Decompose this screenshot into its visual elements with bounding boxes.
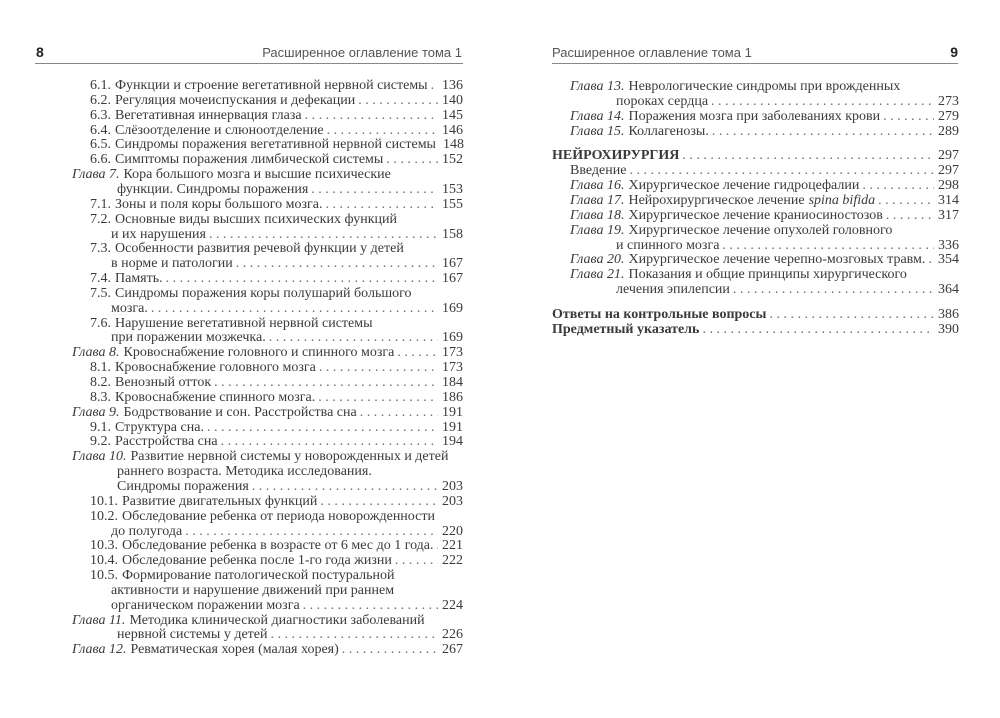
dot-leader xyxy=(151,301,438,316)
entry-label: 6.6. xyxy=(90,152,111,168)
entry-page-number: 203 xyxy=(442,478,463,494)
entry-page-number: 314 xyxy=(938,192,959,208)
entry-page-number: 297 xyxy=(938,163,959,179)
entry-title: Формирование патологической постуральной xyxy=(122,568,395,584)
entry-title: Вегетативная иннервация глаза xyxy=(115,107,302,123)
entry-label: Глава 8. xyxy=(72,345,120,361)
entry-title: Основные виды высших психических функций xyxy=(115,211,397,227)
entry-page-number: 169 xyxy=(442,330,463,346)
dot-leader xyxy=(386,152,438,167)
entry-title: Кора большого мозга и высшие психические xyxy=(123,167,391,183)
entry-title: Структура сна. xyxy=(115,419,204,435)
entry-page-number: 167 xyxy=(442,256,463,272)
dot-leader xyxy=(327,123,438,138)
dot-leader xyxy=(209,227,438,242)
entry-page-number: 140 xyxy=(442,92,463,108)
dot-leader xyxy=(878,193,934,208)
entry-title: Ответы на контрольные вопросы xyxy=(552,306,767,322)
entry-title: Обследование ребенка в возрасте от 6 мес до 1 года. xyxy=(122,538,434,554)
entry-title-italic: spina bifida xyxy=(808,192,876,208)
dot-leader xyxy=(221,434,438,449)
entry-label: 7.2. xyxy=(90,211,111,227)
entry-label: Глава 10. xyxy=(72,449,127,465)
entry-page-number: 191 xyxy=(442,404,463,420)
entry-title: Поражения мозга при заболеваниях крови xyxy=(628,108,881,124)
toc-entry-line xyxy=(72,613,463,628)
entry-label: 6.4. xyxy=(90,122,111,138)
entry-title: Хирургическое лечение краниосиностозов xyxy=(628,207,883,223)
toc-entry-line xyxy=(90,123,463,138)
toc-entry-line xyxy=(90,538,463,553)
entry-title: Нейрохирургическое лечение xyxy=(628,192,805,208)
dot-leader xyxy=(318,390,438,405)
toc-entry-line xyxy=(616,238,959,253)
entry-page-number: 145 xyxy=(442,107,463,123)
entry-label: 10.5. xyxy=(90,568,118,584)
entry-title: в норме и патологии xyxy=(111,256,233,272)
entry-label: 7.3. xyxy=(90,241,111,257)
dot-leader xyxy=(305,108,438,123)
toc-entry-line xyxy=(72,345,463,360)
entry-page-number: 146 xyxy=(442,122,463,138)
entry-page-number: 267 xyxy=(442,642,463,658)
entry-title: Хирургическое лечение черепно-мозговых травм. xyxy=(628,252,926,268)
toc-entry-line xyxy=(111,330,463,345)
entry-title: Особенности развития речевой функции у детей xyxy=(115,241,404,257)
toc-entry-line xyxy=(90,360,463,375)
toc-entry-line xyxy=(90,197,463,212)
entry-label: 7.1. xyxy=(90,196,111,212)
entry-label: 9.2. xyxy=(90,434,111,450)
dot-leader xyxy=(207,420,438,435)
toc-entry-line xyxy=(570,124,959,139)
toc-entry-line xyxy=(90,78,463,93)
entry-page-number: 220 xyxy=(442,523,463,539)
entry-title: нервной системы у детей xyxy=(117,627,268,643)
entry-title: Коллагенозы. xyxy=(628,123,709,139)
toc-entry-line xyxy=(570,79,959,94)
toc-entry-line xyxy=(117,479,463,494)
toc-entry-line xyxy=(72,449,463,464)
entry-title: Синдромы поражения xyxy=(117,478,249,494)
toc-entry-line xyxy=(90,241,463,256)
toc-entry-line xyxy=(570,109,959,124)
entry-title: раннего возраста. Методика исследования. xyxy=(117,464,372,480)
toc-entry-line xyxy=(570,178,959,193)
entry-page-number: 224 xyxy=(442,597,463,613)
entry-title: лечения эпилепсии xyxy=(616,282,730,298)
entry-label: Глава 13. xyxy=(570,79,625,94)
entry-title: Синдромы поражения вегетативной нервной системы xyxy=(115,137,436,153)
entry-label: Глава 15. xyxy=(570,123,625,139)
entry-page-number: 226 xyxy=(442,627,463,643)
toc-entry-line xyxy=(616,282,959,297)
toc-entry-line xyxy=(72,642,463,657)
dot-leader xyxy=(702,322,934,337)
entry-title: Развитие двигательных функций xyxy=(122,493,318,509)
entry-title: органическом поражении мозга xyxy=(111,597,300,613)
dot-leader xyxy=(928,252,934,267)
toc-entry-line xyxy=(117,627,463,642)
entry-page-number: 136 xyxy=(442,78,463,93)
entry-title: Введение xyxy=(570,163,627,179)
entry-label: Глава 7. xyxy=(72,167,120,183)
entry-page-number: 297 xyxy=(938,148,959,164)
dot-leader xyxy=(682,148,934,163)
dot-leader xyxy=(269,330,438,345)
entry-page-number: 222 xyxy=(442,553,463,569)
toc-entry-line xyxy=(90,420,463,435)
toc-entry-line xyxy=(90,93,463,108)
entry-label: Глава 18. xyxy=(570,207,625,223)
entry-page-number: 354 xyxy=(938,252,959,268)
entry-page-number: 184 xyxy=(442,375,463,390)
entry-title: Развитие нервной системы у новорожденных и детей xyxy=(130,449,449,465)
dot-leader xyxy=(862,178,934,193)
entry-label: 8.2. xyxy=(90,375,111,390)
entry-label: Глава 20. xyxy=(570,252,625,268)
entry-label: 9.1. xyxy=(90,419,111,435)
entry-label: 8.3. xyxy=(90,389,111,405)
dot-leader xyxy=(325,197,438,212)
toc-entry-line xyxy=(570,267,959,282)
entry-title: Синдромы поражения коры полушарий большого xyxy=(115,285,412,301)
toc-entry-line xyxy=(72,167,463,182)
entry-title: Обследование ребенка после 1-го года жизни xyxy=(122,553,392,569)
dot-leader xyxy=(883,109,934,124)
entry-page-number: 169 xyxy=(442,300,463,316)
page-number: 9 xyxy=(950,44,958,60)
entry-page-number: 153 xyxy=(442,181,463,197)
toc-entry-line xyxy=(111,524,463,539)
entry-label: 10.3. xyxy=(90,538,118,554)
entry-title: Венозный отток xyxy=(115,375,212,390)
entry-page-number: 152 xyxy=(442,152,463,168)
dot-leader xyxy=(185,524,438,539)
entry-page-number: 167 xyxy=(442,271,463,287)
dot-leader xyxy=(722,238,934,253)
toc-entry-line xyxy=(616,94,959,109)
entry-label: 10.4. xyxy=(90,553,118,569)
entry-label: Глава 17. xyxy=(570,192,625,208)
toc-entry-line xyxy=(90,286,463,301)
entry-title: при поражении мозжечка. xyxy=(111,330,266,346)
entry-label: Глава 19. xyxy=(570,222,625,238)
toc-entry-line xyxy=(570,193,959,208)
entry-title: Бодрствование и сон. Расстройства сна xyxy=(123,404,357,420)
running-head: Расширенное оглавление тома 1 xyxy=(262,45,462,60)
toc-entry-line xyxy=(570,163,959,178)
toc-entry-line xyxy=(90,553,463,568)
entry-label: 10.2. xyxy=(90,508,118,524)
toc-entry-line xyxy=(90,137,463,152)
entry-page-number: 173 xyxy=(442,360,463,376)
right-page xyxy=(500,0,1000,718)
entry-label: 7.6. xyxy=(90,315,111,331)
dot-leader xyxy=(431,78,438,93)
entry-label: 8.1. xyxy=(90,360,111,376)
page-number: 8 xyxy=(36,44,44,60)
entry-title: Симптомы поражения лимбической системы xyxy=(115,152,384,168)
entry-label: Глава 21. xyxy=(570,267,625,283)
entry-title: Обследование ребенка от периода новорожденности xyxy=(122,508,435,524)
entry-title: активности и нарушение движений при раннем xyxy=(111,582,395,598)
running-head: Расширенное оглавление тома 1 xyxy=(552,45,752,60)
dot-leader xyxy=(303,598,438,613)
dot-leader xyxy=(166,271,438,286)
entry-page-number: 336 xyxy=(938,237,959,253)
entry-label: Глава 12. xyxy=(72,642,127,658)
toc-entry-line xyxy=(570,223,959,238)
entry-page-number: 273 xyxy=(938,93,959,109)
entry-label: 6.2. xyxy=(90,92,111,108)
entry-title: Методика клинической диагностики заболеваний xyxy=(129,612,425,628)
entry-title: функции. Синдромы поражения xyxy=(117,181,309,197)
entry-page-number: 203 xyxy=(442,493,463,509)
toc-entry-line xyxy=(90,212,463,227)
entry-title: Хирургическое лечение опухолей головного xyxy=(628,222,893,238)
toc-entry-line xyxy=(90,316,463,331)
entry-page-number: 155 xyxy=(442,196,463,212)
entry-title: Ревматическая хорея (малая хорея) xyxy=(130,642,339,658)
entry-title: Регуляция мочеиспускания и дефекации xyxy=(115,92,356,108)
entry-title: до полугода xyxy=(111,523,183,539)
toc-entry-line xyxy=(72,405,463,420)
entry-page-number: 158 xyxy=(442,226,463,242)
toc-entry-line xyxy=(552,322,959,337)
entry-title: Неврологические синдромы при врожденных xyxy=(628,79,901,94)
dot-leader xyxy=(311,182,438,197)
toc-entry-line xyxy=(90,509,463,524)
dot-leader xyxy=(252,479,438,494)
entry-label: 6.5. xyxy=(90,137,111,153)
entry-title: Расстройства сна xyxy=(115,434,218,450)
entry-title: Слёзоотделение и слюноотделение xyxy=(115,122,324,138)
toc-entry-line xyxy=(570,208,959,223)
entry-label: Глава 11. xyxy=(72,612,126,628)
toc-entry-line xyxy=(111,227,463,242)
entry-page-number: 221 xyxy=(442,538,463,554)
entry-title: Функции и строение вегетативной нервной системы xyxy=(115,78,428,93)
dot-leader xyxy=(733,282,934,297)
entry-title: Хирургическое лечение гидроцефалии xyxy=(628,178,860,194)
toc-entry-line xyxy=(111,256,463,271)
dot-leader xyxy=(711,94,934,109)
entry-label: 10.1. xyxy=(90,493,118,509)
entry-page-number: 317 xyxy=(938,207,959,223)
entry-page-number: 390 xyxy=(938,321,959,337)
entry-title: пороках сердца xyxy=(616,93,709,109)
entry-page-number: 191 xyxy=(442,419,463,435)
dot-leader xyxy=(320,494,438,509)
entry-title: Зоны и поля коры большого мозга. xyxy=(115,196,323,212)
dot-leader xyxy=(319,360,438,375)
entry-page-number: 173 xyxy=(442,345,463,361)
entry-page-number: 386 xyxy=(938,306,959,322)
toc-entry-line xyxy=(90,271,463,286)
toc-entry-line xyxy=(111,301,463,316)
dot-leader xyxy=(270,627,438,642)
dot-leader xyxy=(236,256,438,271)
toc-entry-line xyxy=(90,434,463,449)
dot-leader xyxy=(397,345,438,360)
toc-entry-line xyxy=(111,598,463,613)
dot-leader xyxy=(712,124,934,139)
dot-leader xyxy=(358,93,438,108)
toc-entry-line xyxy=(552,148,959,163)
entry-label: Глава 9. xyxy=(72,404,120,420)
entry-page-number: 364 xyxy=(938,282,959,298)
entry-title: Предметный указатель xyxy=(552,321,700,337)
toc-entry-line xyxy=(111,583,463,598)
toc-entry-line xyxy=(90,390,463,405)
dot-leader xyxy=(342,642,438,657)
entry-page-number: 279 xyxy=(938,108,959,124)
entry-title: и спинного мозга xyxy=(616,237,720,253)
entry-title: мозга. xyxy=(111,300,148,316)
entry-page-number: 186 xyxy=(442,389,463,405)
entry-label: 7.4. xyxy=(90,271,111,287)
entry-title: и их нарушения xyxy=(111,226,206,242)
entry-label: Глава 16. xyxy=(570,178,625,194)
toc-entry-line xyxy=(117,464,463,479)
entry-title: Кровоснабжение головного мозга xyxy=(115,360,316,376)
toc-entry-line xyxy=(117,182,463,197)
entry-page-number: 148 xyxy=(442,137,464,153)
entry-title: Показания и общие принципы хирургического xyxy=(628,267,907,283)
entry-label: 7.5. xyxy=(90,285,111,301)
entry-label: Глава 14. xyxy=(570,108,625,124)
entry-label: 6.3. xyxy=(90,107,111,123)
toc-entry-line xyxy=(90,568,463,583)
toc-entry-line xyxy=(570,252,959,267)
entry-title: Нарушение вегетативной нервной системы xyxy=(115,315,373,331)
toc-entry-line xyxy=(90,375,463,390)
entry-title: Кровоснабжение головного и спинного мозга xyxy=(123,345,395,361)
dot-leader xyxy=(769,307,934,322)
toc-entry-line xyxy=(552,307,959,322)
dot-leader xyxy=(214,375,438,390)
dot-leader xyxy=(437,538,438,553)
entry-label: 6.1. xyxy=(90,78,111,93)
entry-page-number: 194 xyxy=(442,434,463,450)
entry-page-number: 298 xyxy=(938,178,959,194)
header-rule xyxy=(552,63,958,64)
header-rule xyxy=(35,63,463,64)
entry-title: Память. xyxy=(115,271,163,287)
toc-entry-line xyxy=(90,108,463,123)
dot-leader xyxy=(886,208,934,223)
entry-title: НЕЙРОХИРУРГИЯ xyxy=(552,148,680,164)
dot-leader xyxy=(629,163,934,178)
entry-page-number: 289 xyxy=(938,123,959,139)
toc-entry-line xyxy=(90,152,463,167)
dot-leader xyxy=(360,405,438,420)
dot-leader xyxy=(395,553,438,568)
entry-title: Кровоснабжение спинного мозга. xyxy=(115,389,316,405)
toc-entry-line xyxy=(90,494,463,509)
